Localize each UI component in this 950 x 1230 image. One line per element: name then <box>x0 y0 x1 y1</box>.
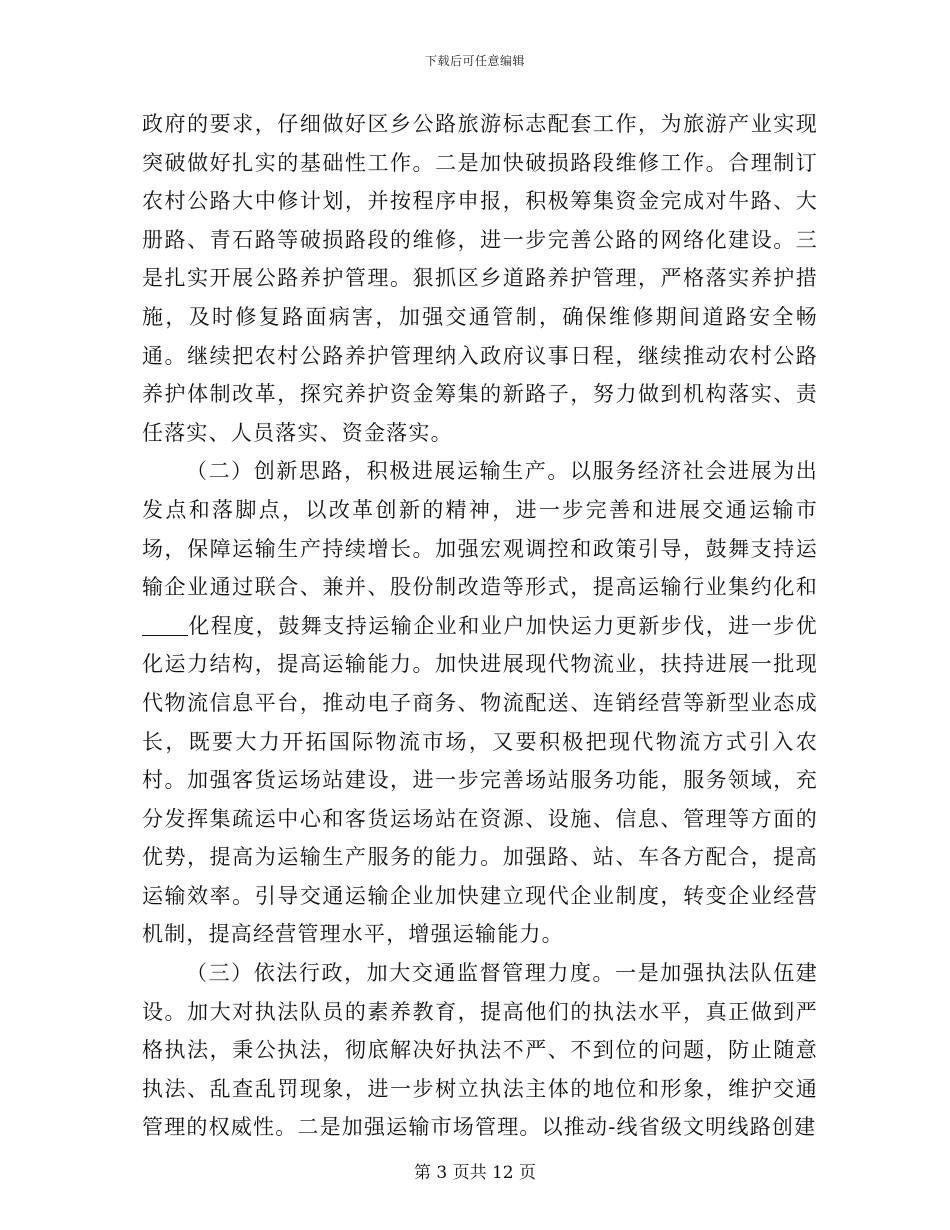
blank-underline <box>142 617 188 636</box>
page-header: 下载后可任意编辑 <box>424 54 525 68</box>
document-body <box>142 105 818 1147</box>
paragraph-1: 政府的要求，仔细做好区乡公路旅游标志配套工作，为旅游产业实现突破做好扎实的基础性工作。二是加快破损路段维修工作。合理制订农村公路大中修计划，并按程序申报，积极筹集资金完成对牛路、大册路、青石路等破损路段的维修，进一步完善公路的网络化建设。三是扎实开展公路养护管理。狠抓区乡道路养护管理，严格落实养护措施，及时修复路面病害，加强交通管制，确保维修期间道路安全畅通。继续把农村公路养护管理纳入政府议事日程，继续推动农村公路养护体制改革，探究养护资金筹集的新路子，努力做到机构落实、责任落实、人员落实、资金落实。 <box>142 112 818 445</box>
page-footer: 第 3 页共 12 页 <box>413 1163 537 1183</box>
paragraph-2-part-2: 化程度，鼓舞支持运输企业和业户加快运力更新步伐，进一步优化运力结构，提高运输能力。加快进展现代物流业，扶持进展一批现代物流信息平台，推动电子商务、物流配送、连销经营等新型业态成长，既要大力开拓国际物流市场，又要积极把现代物流方式引入农村。加强客货运场站建设，进一步完善场站服务功能，服务领域，充分发挥集疏运中心和客货运场站在资源、设施、信息、管理等方面的优势，提高为运输生产服务的能力。加强路、站、车各方配合，提高运输效率。引导交通运输企业加快建立现代企业制度，转变企业经营机制，提高经营管理水平，增强运输能力。 <box>142 613 818 947</box>
paragraph-2-part-1: （二）创新思路，积极进展运输生产。以服务经济社会进展为出发点和落脚点，以改革创新的精神，进一步完善和进展交通运输市场，保障运输生产持续增长。加强宏观调控和政策引导，鼓舞支持运输企业通过联合、兼并、股份制改造等形式，提高运输行业集约化和 <box>142 459 818 600</box>
paragraph-3: （三）依法行政，加大交通监督管理力度。一是加强执法队伍建设。加大对执法队员的素养教育，提高他们的执法水平，真正做到严格执法，秉公执法，彻底解决好执法不严、不到位的问题，防止随意执法、乱查乱罚现象，进一步树立执法主体的地位和形象，维护交通管理的权威性。二是加强运输市场管理。以推动-线省级文明线路创建 <box>142 961 818 1140</box>
paragraph-2 <box>142 452 818 954</box>
